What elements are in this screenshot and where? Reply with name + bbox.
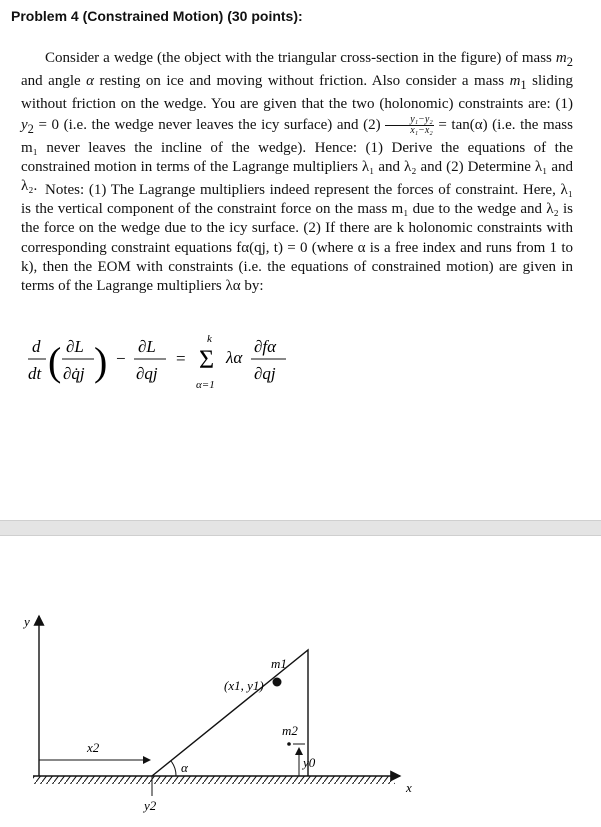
eq-sum-top: k	[207, 333, 212, 345]
m2-label: m2	[282, 723, 298, 738]
y0-label: y0	[303, 755, 316, 770]
problem-statement: Consider a wedge (the object with the triangular cross-section in the figure) of mass $m_2$ and angle α resting on ice and moving without friction. Also consider a mass $m_1$ sliding without friction on the wedge. You are given that the two (holonomic) constraints are: (1) $y_2 = 0$ (i.e. the wedge never leaves the icy surface) and (2) $\frac{\text{y₁−y₂}}{\text{x₁−x₂}}$ = tan(α) (i.e. the mass m₁ never leaves the incline of the wedge). Hence: (1) Derive the equations of the constrained motion in terms of the Lagrange multipliers λ₁ and λ₂ and (2) Determine λ₁ and λ₂.	[21, 50, 574, 195]
mass-m2	[287, 742, 291, 746]
eq-equals: =	[176, 349, 186, 368]
eq-d: d	[32, 337, 41, 356]
notes-paragraph: Notes: (1) The Lagrange multipliers indeed represent the forces of constraint. Here, λ₁ is the vertical component of the constraint force on the mass m₁ due to the wedge and λ₂ is the force on the wedge due to the icy surface. (2) If there are k holonomic constraints with corresponding constraint equations fα(qj, t) = 0 (where α is a free index and runs from 1 to k), then the EOM with constraints (i.e. the equations of constrained motion) are given in terms of the Lagrange multipliers λα by:	[21, 182, 573, 295]
x2-label: x2	[87, 740, 100, 755]
eq-lparen: (	[48, 339, 62, 384]
problem-heading: Problem 4 (Constrained Motion) (30 points):	[11, 8, 303, 24]
mass-m1	[273, 678, 282, 687]
eq-sum-bottom: α=1	[196, 379, 215, 391]
eq-dq2: ∂qj	[136, 364, 158, 383]
y-axis-label: y	[24, 614, 30, 629]
m1-label: m1	[271, 656, 287, 671]
y2-label: y2	[144, 798, 157, 813]
ground-hatching	[33, 776, 395, 784]
eq-df: ∂fα	[254, 337, 277, 356]
eq-lambda: λα	[226, 348, 243, 367]
x-axis-label: x	[406, 780, 412, 795]
wedge-figure	[0, 534, 601, 822]
eq-rparen: )	[94, 339, 108, 384]
eq-sum: Σ	[199, 345, 215, 374]
lagrange-equation	[26, 332, 326, 402]
eq-dqj: ∂qj	[254, 364, 276, 383]
alpha-label: α	[181, 760, 188, 775]
eq-dq1: ∂q̇j	[63, 364, 85, 383]
point-label: (x1, y1)	[224, 678, 264, 693]
angle-arc	[171, 761, 176, 776]
eq-dL1: ∂L	[66, 337, 84, 356]
constraint-fraction: $\frac{\text{y₁−y₂}}{\text{x₁−x₂}}$	[385, 115, 434, 136]
eq-minus: −	[116, 349, 126, 368]
eq-dL2: ∂L	[138, 337, 156, 356]
eq-dt: dt	[28, 364, 42, 383]
